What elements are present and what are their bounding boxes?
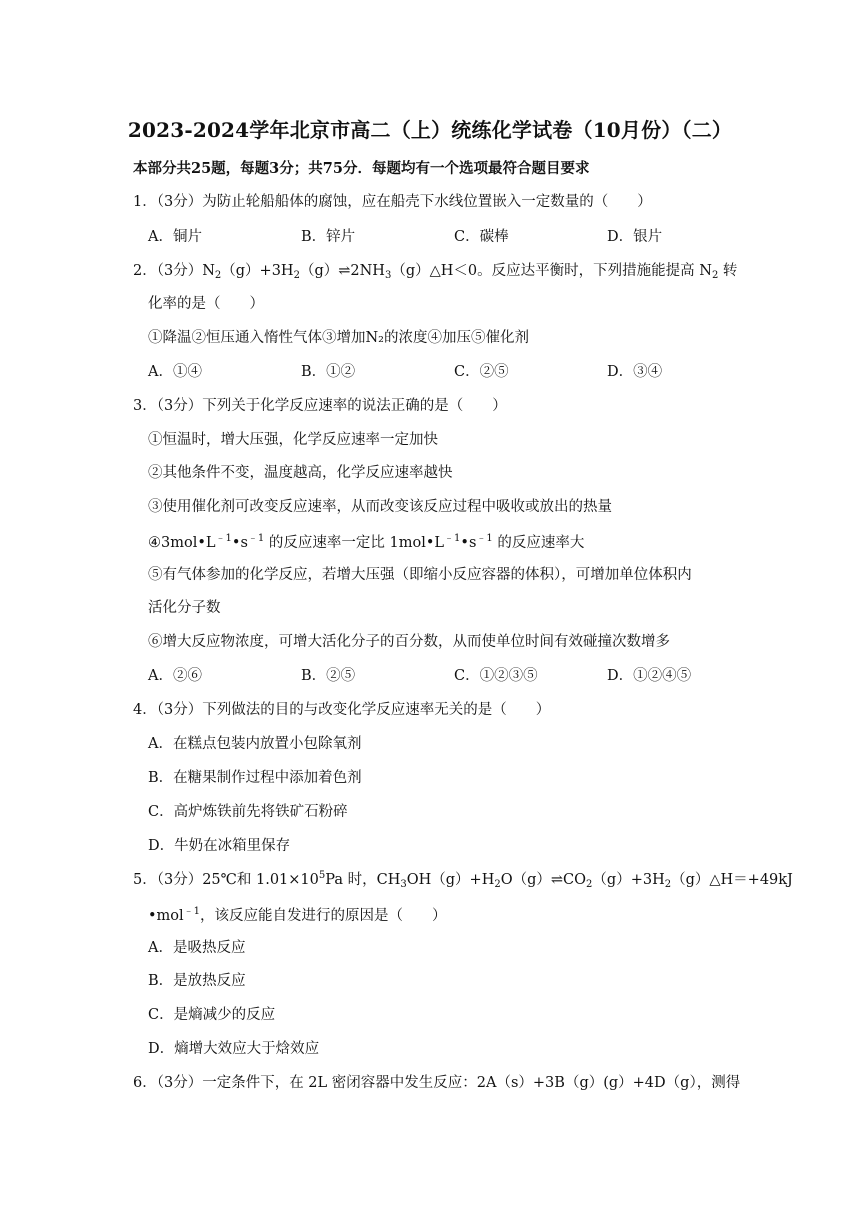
option-d: D．③④ xyxy=(607,364,663,380)
question-5-option-a: A．是吸热反应 xyxy=(148,940,246,956)
question-3-options xyxy=(148,664,760,685)
page-title: 2023-2024学年北京市高二（上）统练化学试卷（10月份）（二） xyxy=(127,118,733,142)
option-d: D．①②④⑤ xyxy=(607,668,692,684)
option-b: B．②⑤ xyxy=(301,668,356,684)
question-5-stem-tail: ，该反应能自发进行的原因是（ ） xyxy=(200,908,447,924)
question-2-list: ①降温②恒压通入惰性气体③增加N₂的浓度④加压⑤催化剂 xyxy=(148,330,529,346)
section-instructions: 本部分共25题，每题3分；共75分．每题均有一个选项最符合题目要求 xyxy=(133,160,590,177)
option-d: D．银片 xyxy=(607,229,663,245)
question-4-option-a: A．在糕点包装内放置小包除氧剂 xyxy=(148,736,362,752)
question-5-option-b: B．是放热反应 xyxy=(148,973,246,989)
question-4-stem: 4．（3分）下列做法的目的与改变化学反应速率无关的是（ ） xyxy=(133,702,551,718)
option-a: A．铜片 xyxy=(148,229,202,245)
question-2-stem-line2: 化率的是（ ） xyxy=(148,296,264,312)
question-5-option-c: C．是熵减少的反应 xyxy=(148,1007,276,1023)
question-4-option-d: D．牛奶在冰箱里保存 xyxy=(148,838,291,854)
option-c: C．①②③⑤ xyxy=(454,668,538,684)
question-2-stem-line1: 2．（3分）$N_2(g)+3H_2(g)\rightleftharpoons 2NH_3(g)\triangle H<0$。反应达平衡时，下列措施能提高 $N_2$ 转 xyxy=(133,263,738,281)
option-c: C．②⑤ xyxy=(454,364,509,380)
question-3-item-2: ②其他条件不变，温度越高，化学反应速率越快 xyxy=(148,465,453,481)
question-4-option-c: C．高炉炼铁前先将铁矿石粉碎 xyxy=(148,804,348,820)
question-3-item-1: ①恒温时，增大压强，化学反应速率一定加快 xyxy=(148,432,438,448)
question-5-option-d: D．熵增大效应大于焓效应 xyxy=(148,1041,320,1057)
option-a: A．②⑥ xyxy=(148,668,202,684)
question-5-stem-line1: 5．（3分）25℃和 $1.01\times 10^5Pa$ 时，$CH_3OH(g)+H_2O(g)\rightleftharpoons CO_2(g)+3H_2(g)\triangle H=+49kJ$ xyxy=(133,870,793,890)
question-1-stem: 1．（3分）为防止轮船船体的腐蚀，应在船壳下水线位置嵌入一定数量的（ ） xyxy=(133,194,652,210)
question-1-options xyxy=(148,225,760,246)
option-b: B．锌片 xyxy=(301,229,356,245)
option-a: A．①④ xyxy=(148,364,202,380)
question-5-stem-line2: •mol$^{﹣1}$，该反应能自发进行的原因是（ ） xyxy=(148,906,447,924)
question-3-item-4: $④3mol•L^{﹣1}•s^{﹣1}$ 的反应速率一定比 $1mol•L^{﹣1}•s^{﹣1}$ 的反应速率大 xyxy=(148,533,585,551)
question-3-stem: 3．（3分）下列关于化学反应速率的说法正确的是（ ） xyxy=(133,398,507,414)
option-b: B．①② xyxy=(301,364,356,380)
question-3-item-5: ⑤有气体参加的化学反应，若增大压强（即缩小反应容器的体积），可增加单位体积内 xyxy=(148,567,692,583)
question-3-item-5-cont: 活化分子数 xyxy=(148,600,221,616)
question-6-stem-line1: 6．（3分）一定条件下，在 2L 密闭容器中发生反应：2A（s）+3B（g）(g）+4D（g），测得 xyxy=(133,1075,741,1091)
question-3-item-6: ⑥增大反应物浓度，可增大活化分子的百分数，从而使单位时间有效碰撞次数增多 xyxy=(148,634,670,650)
question-3-item-3: ③使用催化剂可改变反应速率，从而改变该反应过程中吸收或放出的热量 xyxy=(148,499,612,515)
option-c: C．碳棒 xyxy=(454,229,509,245)
question-4-option-b: B．在糖果制作过程中添加着色剂 xyxy=(148,770,362,786)
question-2-options xyxy=(148,360,760,381)
